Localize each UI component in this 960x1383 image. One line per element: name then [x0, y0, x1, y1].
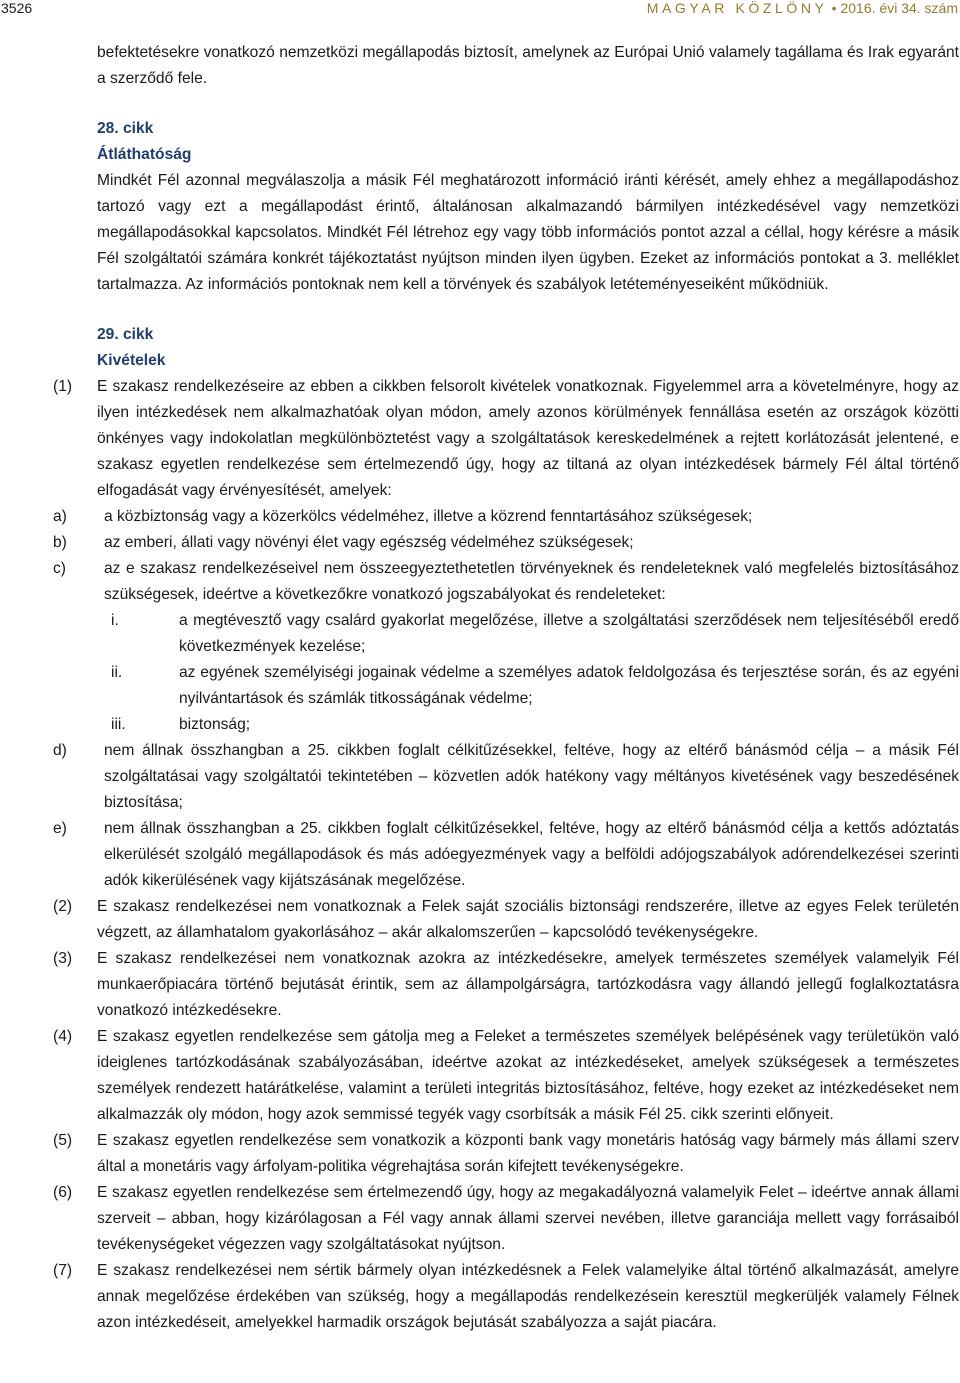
- list-text: az e szakasz rendelkezéseivel nem összeegyeztethetetlen törvényeknek és rendeleteknek való megfelelés biztosításához szükségesek, ideértve a következőkre vonatkozó jogszabályokat és rendeleteket:: [104, 560, 959, 603]
- article-28-title: Átláthatóság: [97, 146, 192, 163]
- paragraph-6: [53, 1180, 959, 1258]
- list-text: a közbiztonság vagy a közerkölcs védelméhez, illetve a közrend fenntartásához szükségesek;: [104, 508, 753, 525]
- sublist-text: biztonság;: [179, 716, 251, 733]
- sublist-label: iii.: [111, 716, 126, 733]
- paragraph-text: E szakasz rendelkezései nem vonatkoznak a Felek saját szociális biztonsági rendszerére, illetve az egyes Felek területén végzett, az államhatalom gyakorlásához – akár alkalomszerűen – kapcsolódó tevékenységekre.: [97, 898, 959, 941]
- paragraph-number: (3): [53, 950, 73, 967]
- list-text: az emberi, állati vagy növényi élet vagy egészség védelméhez szükségesek;: [104, 534, 634, 551]
- paragraph-number: (1): [53, 378, 73, 395]
- paragraph-text: E szakasz egyetlen rendelkezése sem értelmezendő úgy, hogy az megakadályozná valamelyik Felet – ideértve annak állami szerveit – abban, hogy kizárólagosan a Fél vagy annak állami szervei nevében, illetve garanciája mellett vagy forrásaiból tevékenységeket végezzen vagy szolgáltatásokat nyújtson.: [97, 1184, 959, 1253]
- paragraph-text: E szakasz rendelkezéseire az ebben a cikkben felsorolt kivételek vonatkoznak. Figyelemmel arra a követelményre, hogy az ilyen intézkedések nem alkalmazhatóak olyan módon, amely azonos körülmények fennállása esetén az országok közötti önkényes vagy indokolatlan megkülönböztetést vagy a szolgáltatások kereskedelmének a rejtett korlátozását jelentené, e szakasz egyetlen rendelkezése sem értelmezendő úgy, hogy az tiltaná az olyan intézkedések bármely Fél által történő elfogadását vagy érvényesítését, amelyek:: [97, 378, 959, 499]
- list-label: b): [53, 534, 67, 551]
- article-28-body: Mindkét Fél azonnal megválaszolja a másik Fél meghatározott információ iránti kérését, amely ehhez a megállapodáshoz tartozó vagy ezt a megállapodást érintő, általánosan alkalmazandó bármilyen intézkedésével vagy nemzetközi megállapodásokkal kapcsolatos. Mindkét Fél létrehoz egy vagy több információs pontot azzal a céllal, hogy kérésre a másik Fél szolgáltatói számára konkrét tájékoztatást nyújtson minden ilyen ügyben. Ezeket az információs pontokat a 3. melléklet tartalmazza. Az információs pontoknak nem kell a törvények és szabályok letéteményeseiként működniük.: [97, 172, 959, 293]
- paragraph-number: (4): [53, 1028, 73, 1045]
- sublist-item-iii: [111, 712, 959, 738]
- list-text: nem állnak összhangban a 25. cikkben foglalt célkitűzésekkel, feltéve, hogy az eltérő bánásmód célja a kettős adóztatás elkerülését szolgáló megállapodások és más adóegyezmények vagy a belföldi adójogszabályok adórendelkezései szerinti adók kikerülésének vagy kijátszásának megelőzése.: [104, 820, 959, 889]
- list-label: e): [53, 820, 67, 837]
- paragraph-4: [53, 1024, 959, 1128]
- page-header: [0, 0, 960, 20]
- header-separator: •: [831, 0, 837, 16]
- intro-paragraph: befektetésekre vonatkozó nemzetközi megállapodás biztosít, amelynek az Európai Unió valamely tagállama és Irak egyaránt a szerződő fele.: [97, 44, 959, 87]
- list-item-a: [53, 504, 959, 530]
- document-body: [53, 40, 959, 1336]
- paragraph-text: E szakasz rendelkezései nem vonatkoznak azokra az intézkedésekre, amelyek természetes személyek valamelyik Fél munkaerőpiacára történő bejutását érintik, sem az állampolgárságra, tartózkodásra vagy állandó jellegű foglalkoztatásra vonatkozó intézkedésekre.: [97, 950, 959, 1019]
- paragraph-1: [53, 374, 959, 894]
- article-29-number: 29. cikk: [97, 326, 154, 343]
- list-label: a): [53, 508, 67, 525]
- paragraph-text: E szakasz egyetlen rendelkezése sem vonatkozik a központi bank vagy monetáris hatóság vagy bármely más állami szerv által a monetáris vagy árfolyam-politika végrehajtása során kifejtett tevékenységekre.: [97, 1132, 959, 1175]
- list-label: c): [53, 560, 66, 577]
- paragraph-text: E szakasz rendelkezései nem sértik bármely olyan intézkedésnek a Felek valamelyike által történő alkalmazását, amelyre annak megelőzése érdekében van szükség, hogy a megállapodás rendelkezésein keresztül megkerüljék valamely Félnek azon intézkedéseit, amelyekkel harmadik országok bejutását szabályozza a saját piacára.: [97, 1262, 959, 1331]
- paragraph-number: (7): [53, 1262, 73, 1279]
- paragraph-3: [53, 946, 959, 1024]
- sublist-label: i.: [111, 612, 119, 629]
- list-text: nem állnak összhangban a 25. cikkben foglalt célkitűzésekkel, feltéve, hogy az eltérő bánásmód célja – a másik Fél szolgáltatásai vagy szolgáltatói tekintetében – közvetlen adók hatékony vagy méltányos kivetésének vagy beszedésének biztosítása;: [104, 742, 959, 811]
- sublist-item-i: [111, 608, 959, 660]
- issue-label: 2016. évi 34. szám: [840, 0, 958, 16]
- list-item-d: [53, 738, 959, 816]
- sublist-text: a megtévesztő vagy csalárd gyakorlat megelőzése, illetve a szolgáltatási szerződések nem teljesítéséből eredő következmények kezelése;: [179, 612, 959, 655]
- list-item-e: [53, 816, 959, 894]
- article-29-title: Kivételek: [97, 352, 166, 369]
- sublist-label: ii.: [111, 664, 123, 681]
- article-28-number: 28. cikk: [97, 120, 154, 137]
- paragraph-number: (2): [53, 898, 73, 915]
- list-item-b: [53, 530, 959, 556]
- list-label: d): [53, 742, 67, 759]
- paragraph-text: E szakasz egyetlen rendelkezése sem gátolja meg a Feleket a természetes személyek belépésének vagy területükön való ideiglenes tartózkodásának szabályozásában, ideértve azokat az intézkedéseket, amelyek szükségesek a természetes személyek rendezett határátkelése, valamint a területi integritás biztosításához, feltéve, hogy ezeket az intézkedéseket nem alkalmazzák oly módon, hogy azok semmissé tegyék vagy csorbítsák a másik Fél 25. cikk szerinti előnyeit.: [97, 1028, 959, 1123]
- sublist-text: az egyének személyiségi jogainak védelme a személyes adatok feldolgozása és terjesztése során, és az egyéni nyilvántartások és számlák titkosságának védelme;: [179, 664, 959, 707]
- paragraph-5: [53, 1128, 959, 1180]
- journal-info: [647, 0, 958, 16]
- list-item-c: [53, 556, 959, 738]
- paragraph-number: (5): [53, 1132, 73, 1149]
- paragraph-2: [53, 894, 959, 946]
- page-number: 3526: [1, 0, 33, 16]
- paragraph-number: (6): [53, 1184, 73, 1201]
- journal-title: MAGYAR KÖZLÖNY: [646, 0, 828, 16]
- sublist-item-ii: [111, 660, 959, 712]
- paragraph-7: [53, 1258, 959, 1336]
